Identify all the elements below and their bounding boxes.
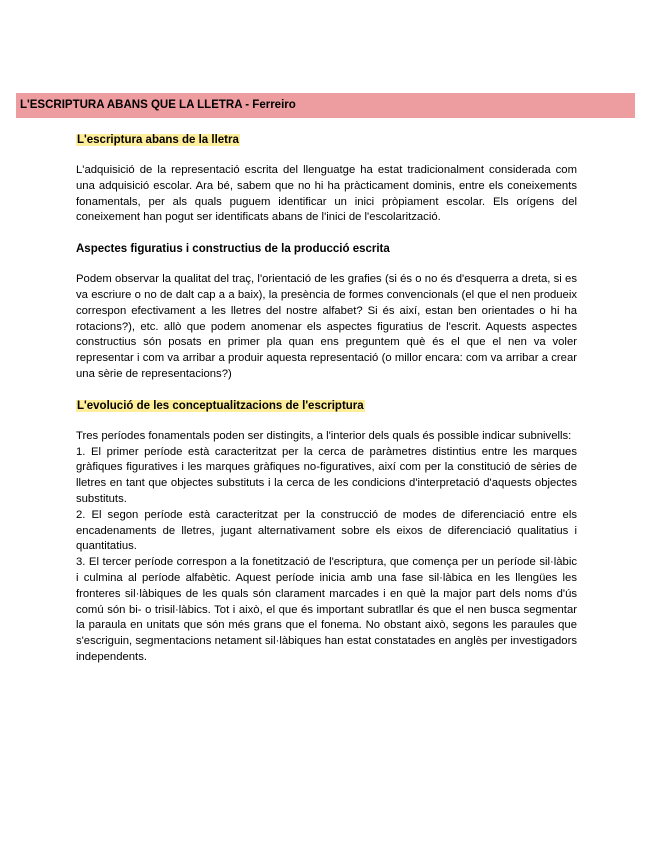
list-item: 3. El tercer període correspon a la fonetització de l'escriptura, que comença per un període sil·làbic i culmina al període alfabètic. Aquest període inicia amb una fase sil·làbica en les llengües les fronteres sil·làbiques de les quals són clarament marcades i en què la major part dels noms d'ús comú són bi- o trisil·làbics. Tot i això, el que és important subratllar és que el nen busca segmentar la paraula en unitats que són més grans que el fonema. No obstant això, segons les paraules que s'escriguin, segmentacions netament sil·làbiques han estat constatades en anglès per investigadors independents. <box>76 556 577 663</box>
document-content <box>76 132 577 666</box>
document-title: L'ESCRIPTURA ABANS QUE LA LLETRA - Ferreiro <box>20 99 296 111</box>
heading-highlight: L'evolució de les conceptualitzacions de l'escriptura <box>77 399 364 412</box>
section-intro-3: Tres períodes fonamentals poden ser distingits, a l'interior dels quals és possible indicar subnivells: <box>76 429 572 442</box>
list-item: 1. El primer període està caracteritzat per la cerca de paràmetres distintius entre les marques gràfiques figuratives i les marques gràfiques no-figuratives, així com per la constitució de sèries de lletres en tant que objectes substituts i la cerca de les condicions d'interpretació d'aquests objectes substituts. <box>76 445 577 505</box>
document-title-bar <box>16 93 635 118</box>
heading-text: Aspectes figuratius i constructius de la producció escrita <box>76 243 390 256</box>
section-paragraph-2: Podem observar la qualitat del traç, l'orientació de les grafies (si és o no és d'esquerra a dreta, si es va escriure o no de dalt cap a a baix), la presència de formes convencionals (el que el nen produeix correspon efectivament a les lletres del nostre alfabet? Si és així, estan ben orientades o hi ha rotacions?), etc. allò que podem anomenar els aspectes figuratius de l'escrit. Aquests aspectes constructius són posats en primer pla quan ens preguntem què és el que el nen va voler representar i com va arribar a produir aquesta representació (o millor encara: com va arribar a crear una sèrie de representacions?) <box>76 273 577 380</box>
section-paragraph-1: L'adquisició de la representació escrita del llenguatge ha estat tradicionalment considerada com una adquisició escolar. Ara bé, sabem que no hi ha pràcticament dominis, entre els coneixements fonamentals, per als quals puguem identificar un inici pròpiament escolar. Els orígens del coneixement han pogut ser identificats abans de l'inici de l'escolarització. <box>76 164 577 224</box>
section-heading-2 <box>76 241 577 257</box>
section-heading-3 <box>76 398 577 414</box>
list-item: 2. El segon període està caracteritzat per la construcció de modes de diferenciació entre els encadenaments de lletres, jugant alternativament sobre els eixos de diferenciació qualitatius i quantitatius. <box>76 508 577 553</box>
heading-highlight: L'escriptura abans de la lletra <box>77 134 239 146</box>
section-heading-1 <box>76 132 577 148</box>
